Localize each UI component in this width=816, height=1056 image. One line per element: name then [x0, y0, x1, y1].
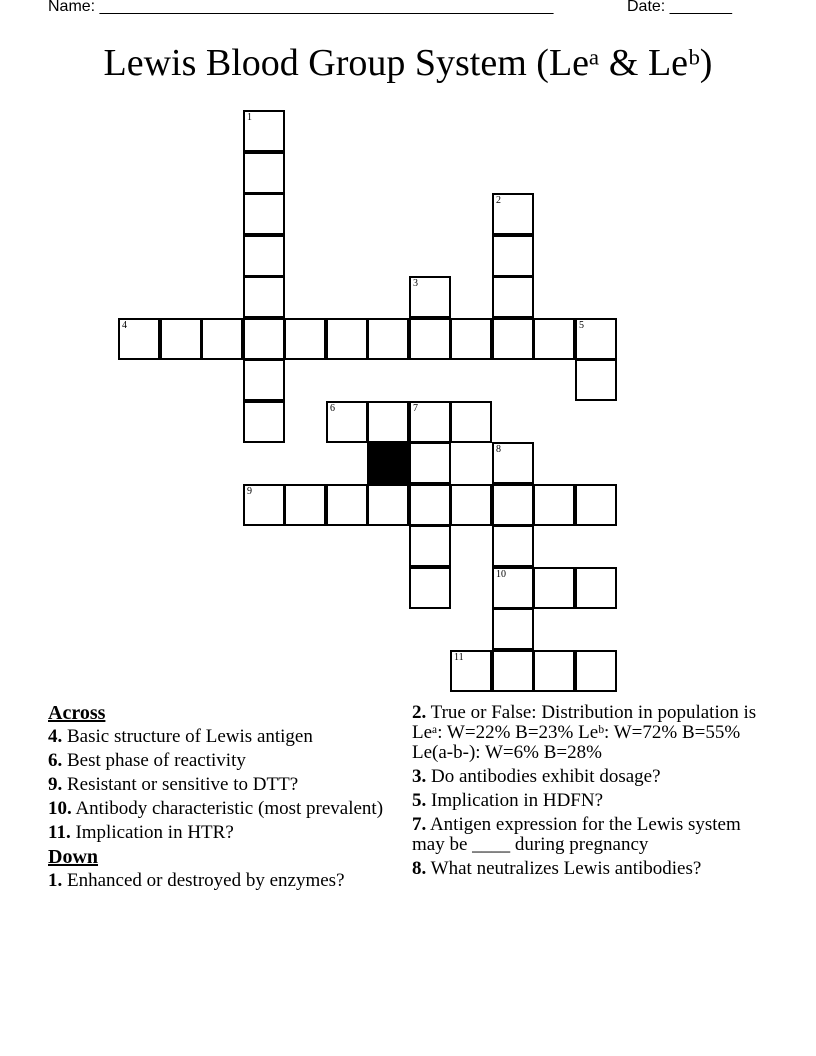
clue-number: 4. — [48, 726, 63, 747]
grid-cell[interactable] — [492, 276, 534, 318]
clue-number: 8. — [412, 858, 427, 879]
grid-cell[interactable] — [284, 318, 326, 360]
grid-cell[interactable] — [450, 650, 492, 692]
grid-cell[interactable] — [243, 152, 285, 194]
down-clue-7 — [412, 815, 767, 855]
grid-cell[interactable] — [118, 318, 160, 360]
clue-text: Resistant or sensitive to DTT? — [67, 774, 299, 795]
name-line: Name: ___________________________________________________ — [48, 0, 554, 15]
grid-cell[interactable] — [409, 318, 451, 360]
across-clue-11 — [48, 823, 403, 843]
grid-cell[interactable] — [533, 567, 575, 609]
grid-cell[interactable] — [243, 401, 285, 443]
cell-number: 3 — [413, 278, 418, 289]
grid-cell[interactable] — [492, 650, 534, 692]
down-clue-2 — [412, 703, 767, 763]
down-heading: Down — [48, 846, 99, 868]
down-clue-5 — [412, 791, 767, 811]
clue-number: 6. — [48, 750, 63, 771]
clue-text: Best phase of reactivity — [67, 750, 246, 771]
grid-cell[interactable] — [575, 484, 617, 526]
clue-text: What neutralizes Lewis antibodies? — [430, 858, 702, 879]
grid-cell[interactable] — [575, 318, 617, 360]
clue-number: 3. — [412, 766, 427, 787]
grid-cell[interactable] — [243, 318, 285, 360]
grid-cell[interactable] — [160, 318, 202, 360]
clue-text: True or False: Distribution in population is Leᵃ: W=22% B=23% Leᵇ: W=72% B=55% Le(a-b-): W=6% B=28% — [412, 702, 757, 763]
grid-cell[interactable] — [409, 442, 451, 484]
grid-cell[interactable] — [367, 318, 409, 360]
grid-cell[interactable] — [326, 484, 368, 526]
cell-number: 10 — [496, 569, 506, 580]
grid-cell[interactable] — [492, 235, 534, 277]
grid-cell[interactable] — [492, 484, 534, 526]
cell-number: 1 — [247, 112, 252, 123]
cell-number: 2 — [496, 195, 501, 206]
cell-number: 5 — [579, 320, 584, 331]
grid-cell[interactable] — [409, 525, 451, 567]
grid-cell[interactable] — [243, 193, 285, 235]
clue-number: 9. — [48, 774, 63, 795]
grid-cell[interactable] — [409, 276, 451, 318]
across-clue-6 — [48, 751, 403, 771]
grid-cell[interactable] — [243, 276, 285, 318]
grid-cell[interactable] — [243, 484, 285, 526]
clue-text: Antigen expression for the Lewis system may be ____ during pregnancy — [412, 814, 741, 855]
clue-text: Antibody characteristic (most prevalent) — [75, 798, 384, 819]
grid-cell[interactable] — [450, 401, 492, 443]
grid-cell[interactable] — [575, 567, 617, 609]
grid-cell[interactable] — [243, 359, 285, 401]
grid-cell[interactable] — [409, 484, 451, 526]
grid-cell[interactable] — [492, 567, 534, 609]
across-heading: Across — [48, 702, 106, 724]
grid-cell[interactable] — [533, 650, 575, 692]
grid-cell[interactable] — [367, 401, 409, 443]
cell-number: 8 — [496, 444, 501, 455]
clue-text: Implication in HDFN? — [431, 790, 604, 811]
clue-number: 5. — [412, 790, 427, 811]
clue-text: Do antibodies exhibit dosage? — [431, 766, 661, 787]
down-clues-column — [412, 703, 767, 883]
clue-number: 11. — [48, 822, 71, 843]
grid-cell[interactable] — [492, 442, 534, 484]
across-clue-4 — [48, 727, 403, 747]
down-clue-1 — [48, 871, 403, 891]
clue-text: Basic structure of Lewis antigen — [67, 726, 313, 747]
grid-cell[interactable] — [450, 484, 492, 526]
clue-number: 2. — [412, 702, 427, 723]
clue-text: Implication in HTR? — [75, 822, 234, 843]
down-clue-3 — [412, 767, 767, 787]
grid-cell[interactable] — [367, 484, 409, 526]
page-title: Lewis Blood Group System (Leᵃ & Leᵇ) — [103, 42, 713, 84]
across-clue-9 — [48, 775, 403, 795]
clue-number: 1. — [48, 870, 63, 891]
down-clue-8 — [412, 859, 767, 879]
grid-cell[interactable] — [326, 318, 368, 360]
grid-cell[interactable] — [492, 525, 534, 567]
grid-cell[interactable] — [492, 608, 534, 650]
grid-cell[interactable] — [492, 318, 534, 360]
black-cell — [367, 442, 409, 484]
grid-cell[interactable] — [243, 235, 285, 277]
grid-cell[interactable] — [575, 650, 617, 692]
grid-cell[interactable] — [284, 484, 326, 526]
across-clue-10 — [48, 799, 403, 819]
cell-number: 7 — [413, 403, 418, 414]
cell-number: 11 — [454, 652, 464, 663]
grid-cell[interactable] — [533, 318, 575, 360]
grid-cell[interactable] — [450, 318, 492, 360]
clue-number: 10. — [48, 798, 72, 819]
grid-cell[interactable] — [409, 401, 451, 443]
clue-number: 7. — [412, 814, 427, 835]
grid-cell[interactable] — [326, 401, 368, 443]
grid-cell[interactable] — [243, 110, 285, 152]
cell-number: 9 — [247, 486, 252, 497]
cell-number: 4 — [122, 320, 127, 331]
across-clues-column — [48, 703, 403, 895]
grid-cell[interactable] — [201, 318, 243, 360]
grid-cell[interactable] — [575, 359, 617, 401]
grid-cell[interactable] — [533, 484, 575, 526]
grid-cell[interactable] — [492, 193, 534, 235]
clue-text: Enhanced or destroyed by enzymes? — [67, 870, 345, 891]
date-line: Date: _______ — [627, 0, 732, 15]
grid-cell[interactable] — [409, 567, 451, 609]
cell-number: 6 — [330, 403, 335, 414]
